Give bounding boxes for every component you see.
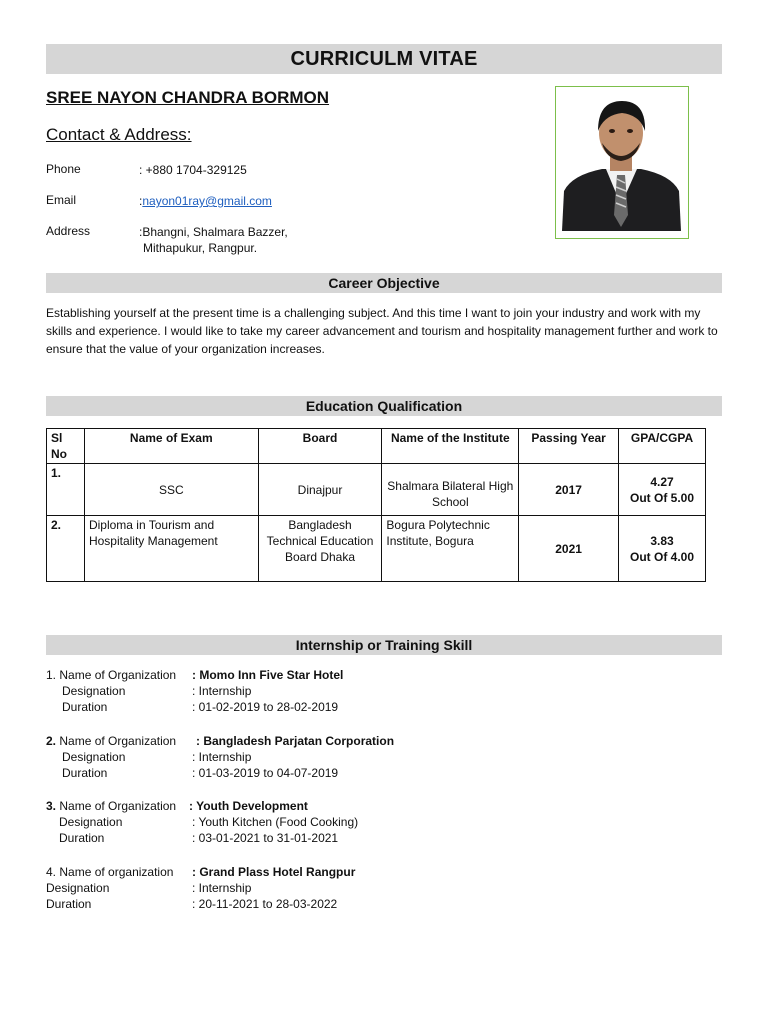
org-label: Name of Organization xyxy=(59,734,177,748)
internship-item-1 xyxy=(46,667,446,715)
row-board: Dinajpur xyxy=(258,464,382,516)
internship-heading: Internship or Training Skill xyxy=(46,635,722,655)
header-board: Board xyxy=(258,429,382,464)
gpa-scale: Out Of 5.00 xyxy=(630,490,695,505)
phone-value: : +880 1704-329125 xyxy=(139,163,247,177)
row-gpa xyxy=(619,516,706,582)
row-exam: Diploma in Tourism and Hospitality Management xyxy=(84,516,258,582)
org-value: : Youth Development xyxy=(189,799,308,813)
org-label: Name of Organization xyxy=(59,668,177,682)
row-year: 2021 xyxy=(519,516,619,582)
table-row xyxy=(47,516,706,582)
row-institute: Shalmara Bilateral High School xyxy=(382,464,519,516)
org-label: Name of Organization xyxy=(59,799,177,813)
gpa-value: 4.27 xyxy=(650,474,674,489)
designation-value: : Internship xyxy=(192,881,252,895)
row-board: Bangladesh Technical Education Board Dhaka xyxy=(258,516,382,582)
header-gpa: GPA/CGPA xyxy=(619,429,706,464)
designation-value: : Internship xyxy=(192,684,252,698)
row-sl: 1. xyxy=(47,464,85,516)
duration-value: : 20-11-2021 to 28-03-2022 xyxy=(192,897,338,911)
candidate-name: SREE NAYON CHANDRA BORMON xyxy=(46,88,330,107)
career-objective-heading: Career Objective xyxy=(46,273,722,293)
duration-value: : 01-03-2019 to 04-07-2019 xyxy=(192,766,339,780)
address-line-2: Mithapukur, Rangpur. xyxy=(143,241,258,255)
item-number: 1. xyxy=(46,668,57,682)
profile-photo xyxy=(555,86,689,239)
cv-title: CURRICULM VITAE xyxy=(46,44,722,74)
row-exam: SSC xyxy=(84,464,258,516)
designation-label: Designation xyxy=(62,684,126,698)
org-value: : Grand Plass Hotel Rangpur xyxy=(192,865,356,879)
duration-label: Duration xyxy=(62,700,108,714)
org-label: Name of organization xyxy=(59,865,174,879)
gpa-scale: Out Of 4.00 xyxy=(630,549,695,564)
duration-label: Duration xyxy=(46,897,92,911)
duration-value: : 03-01-2021 to 31-01-2021 xyxy=(192,831,339,845)
email-row xyxy=(139,193,272,209)
designation-value: : Youth Kitchen (Food Cooking) xyxy=(192,815,359,829)
career-objective-text: Establishing yourself at the present time is a challenging subject. And this time I want to join your industry and work with my skills and experience. I would like to take my career advancement and tourism and hospitality management further and work to ensure that the value of your organization increases. xyxy=(46,306,718,356)
row-year: 2017 xyxy=(519,464,619,516)
designation-value: : Internship xyxy=(192,750,252,764)
item-number: 2. xyxy=(46,734,57,748)
header-exam: Name of Exam xyxy=(84,429,258,464)
org-value: : Momo Inn Five Star Hotel xyxy=(192,668,344,682)
education-heading: Education Qualification xyxy=(46,396,722,416)
email-link[interactable]: nayon01ray@gmail.com xyxy=(142,194,272,208)
row-institute: Bogura Polytechnic Institute, Bogura xyxy=(382,516,519,582)
row-sl: 2. xyxy=(47,516,85,582)
designation-label: Designation xyxy=(62,750,126,764)
org-value: : Bangladesh Parjatan Corporation xyxy=(196,734,395,748)
email-prefix: : xyxy=(139,194,143,208)
duration-label: Duration xyxy=(62,766,108,780)
internship-item-4 xyxy=(46,864,446,912)
duration-value: : 01-02-2019 to 28-02-2019 xyxy=(192,700,339,714)
header-year: Passing Year xyxy=(519,429,619,464)
designation-label: Designation xyxy=(59,815,123,829)
item-number: 3. xyxy=(46,799,57,813)
header-institute: Name of the Institute xyxy=(382,429,519,464)
row-gpa xyxy=(619,464,706,516)
contact-heading: Contact & Address: xyxy=(46,125,192,144)
gpa-value: 3.83 xyxy=(650,533,674,548)
education-header-row xyxy=(47,429,706,464)
portrait-image xyxy=(562,93,681,231)
header-sl: Sl No xyxy=(47,429,85,464)
phone-label: Phone xyxy=(46,162,81,176)
education-table xyxy=(46,428,706,582)
designation-label: Designation xyxy=(46,881,110,895)
duration-label: Duration xyxy=(59,831,105,845)
email-label: Email xyxy=(46,193,77,207)
internship-item-3 xyxy=(46,798,446,846)
address-line-1: :Bhangni, Shalmara Bazzer, xyxy=(139,225,288,239)
internship-item-2 xyxy=(46,733,446,781)
address-label: Address xyxy=(46,224,91,238)
table-row xyxy=(47,464,706,516)
item-number: 4. xyxy=(46,865,57,879)
